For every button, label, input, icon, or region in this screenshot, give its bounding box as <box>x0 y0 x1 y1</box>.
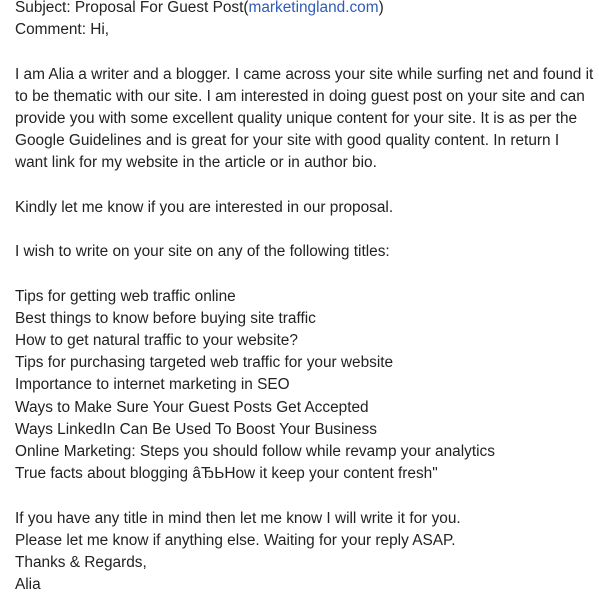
subject-prefix: Subject: Proposal For Guest Post( <box>15 0 249 16</box>
title-item: Online Marketing: Steps you should follow while revamp your analytics <box>15 443 495 460</box>
spacer <box>15 219 595 241</box>
kindly-text: Kindly let me know if you are interested in our proposal. <box>15 198 394 216</box>
titles-intro: I wish to write on your site on any of the following titles: <box>15 243 390 261</box>
titles-list <box>15 286 595 486</box>
closing-section <box>15 508 595 596</box>
subject-suffix: ) <box>378 0 384 16</box>
title-item: How to get natural traffic to your website? <box>15 331 298 349</box>
title-item: Ways LinkedIn Can Be Used To Boost Your Business <box>15 420 377 438</box>
title-item: Importance to internet marketing in SEO <box>15 376 290 394</box>
intro-line: want link for my website in the article or in author bio. <box>15 154 377 172</box>
title-item: Tips for purchasing targeted web traffic for your website <box>15 354 394 372</box>
closing-line: Thanks & Regards, <box>15 554 147 571</box>
comment-label: Comment: Hi, <box>15 21 110 39</box>
signature-name: Alia <box>15 576 41 594</box>
closing-line: Please let me know if anything else. Waiting for your reply ASAP. <box>15 531 456 549</box>
subject-line <box>15 0 595 19</box>
closing-line: If you have any title in mind then let me know I will write it for you. <box>15 509 461 527</box>
title-item: Best things to know before buying site traffic <box>15 309 316 327</box>
intro-paragraph <box>15 64 595 175</box>
intro-line: I am Alia a writer and a blogger. I came across your site while surfing net and found it <box>15 65 594 83</box>
title-item: True facts about blogging âЂЬHow it keep your content fresh" <box>15 465 438 483</box>
intro-line: to be thematic with our site. I am interested in doing guest post on your site and can <box>15 87 585 105</box>
title-item: Tips for getting web traffic online <box>15 287 236 305</box>
title-item: Ways to Make Sure Your Guest Posts Get Accepted <box>15 398 369 416</box>
subject-link[interactable]: marketingland.com <box>248 0 379 16</box>
spacer <box>15 485 595 507</box>
email-body <box>15 0 595 596</box>
spacer <box>15 263 595 285</box>
intro-line: Google Guidelines and is great for your site with good quality content. In return I <box>15 132 560 150</box>
spacer <box>15 41 595 63</box>
intro-line: provide you with some excellent quality unique content for your site. It is as per the <box>15 110 578 127</box>
spacer <box>15 175 595 197</box>
